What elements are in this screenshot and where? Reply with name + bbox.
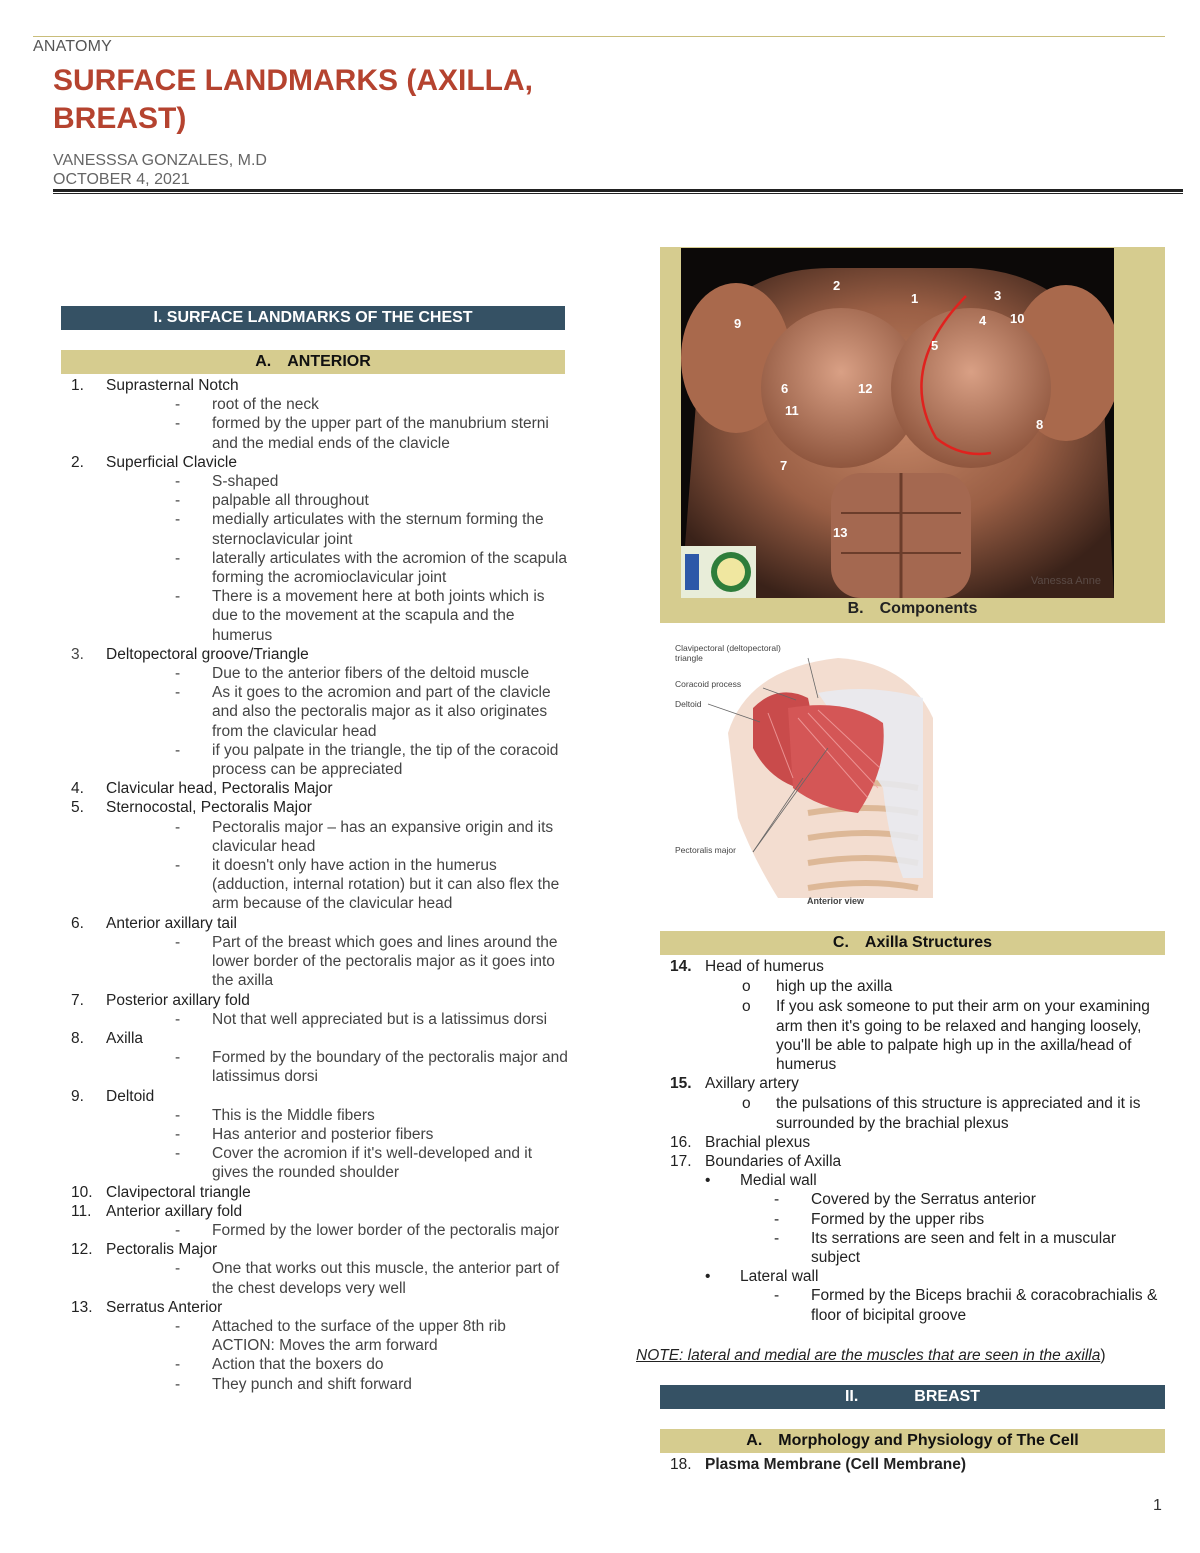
- landmark-detail: [61, 1375, 571, 1394]
- photo-marker-7: 7: [780, 458, 788, 473]
- diagram-caption: Anterior view: [807, 896, 865, 906]
- landmark-detail: [61, 414, 571, 452]
- landmark-detail: [61, 664, 571, 683]
- detail-text: Pectoralis major – has an expansive origin and its clavicular head: [212, 818, 554, 855]
- axilla-detail: [660, 977, 1165, 996]
- department-label: ANATOMY: [33, 38, 113, 55]
- detail-text: high up the axilla: [776, 978, 893, 996]
- item-label: Head of humerus: [705, 958, 824, 975]
- components-title: Components: [879, 600, 978, 617]
- landmark-detail: [61, 510, 571, 548]
- detail-text: Cover the acromion if it's well-developed and it gives the rounded shoulder: [212, 1145, 533, 1182]
- item-number: 13.: [71, 1298, 93, 1316]
- landmark-item: [61, 991, 571, 1010]
- photo-marker-10: 10: [1010, 311, 1025, 326]
- item-number: 7.: [71, 991, 84, 1009]
- item-number: 4.: [71, 780, 84, 798]
- detail-text: Formed by the lower border of the pectoralis major: [212, 1221, 560, 1239]
- photo-watermark: Vanessa Anne: [1030, 575, 1101, 587]
- axilla-structure-list: [660, 957, 1165, 1325]
- item-label: Superficial Clavicle: [106, 453, 237, 471]
- detail-text: Due to the anterior fibers of the deltoid muscle: [212, 665, 530, 683]
- item-number: 3.: [71, 645, 84, 663]
- detail-text: There is a movement here at both joints which is due to the movement at the scapula and the humerus: [212, 588, 545, 644]
- landmark-detail: [61, 856, 571, 914]
- note-block: [636, 1346, 1106, 1365]
- chest-photo-illustration: [681, 248, 1114, 598]
- landmark-detail: [61, 1010, 571, 1029]
- item-number: 10.: [71, 1183, 93, 1201]
- dash-bullet: -: [175, 1356, 181, 1374]
- header-rule: [53, 189, 1183, 192]
- dash-bullet: -: [774, 1229, 780, 1247]
- components-heading: [660, 600, 1165, 618]
- item-label: Suprasternal Notch: [106, 377, 239, 394]
- detail-text: Its serrations are seen and felt in a muscular subject: [811, 1229, 1116, 1267]
- detail-text: One that works out this muscle, the anterior part of the chest develops very well: [212, 1260, 560, 1297]
- breast-numeral: II.: [844, 1388, 859, 1405]
- dash-bullet: -: [774, 1210, 780, 1228]
- dash-bullet: -: [175, 1145, 181, 1163]
- photo-marker-3: 3: [994, 288, 1002, 303]
- anterior-landmark-list: [61, 376, 571, 1394]
- circle-bullet: o: [742, 1095, 751, 1113]
- wall-item: [660, 1267, 1165, 1286]
- dash-bullet: -: [175, 857, 181, 875]
- page-number: 1: [1153, 1497, 1162, 1514]
- detail-text: Action that the boxers do: [212, 1356, 384, 1374]
- detail-text: Formed by the upper ribs: [811, 1210, 985, 1228]
- item-label: Boundaries of Axilla: [705, 1153, 842, 1171]
- landmark-item: [61, 1029, 571, 1048]
- axilla-detail: [660, 997, 1165, 1074]
- landmark-detail: [61, 549, 571, 587]
- dash-bullet: -: [175, 1049, 181, 1067]
- landmark-detail: [61, 1355, 571, 1374]
- bullet-icon: •: [705, 1172, 711, 1190]
- subsection-letter: A.: [255, 353, 272, 370]
- dash-bullet: -: [175, 588, 181, 606]
- landmark-detail: [61, 491, 571, 510]
- detail-text: Attached to the surface of the upper 8th rib ACTION: Moves the arm forward: [212, 1317, 506, 1355]
- detail-text: formed by the upper part of the manubrium sterni and the medial ends of the clavicle: [212, 415, 549, 452]
- item-label: Anterior axillary fold: [106, 1202, 243, 1220]
- item-number: 11.: [71, 1202, 92, 1220]
- photo-marker-1: 1: [911, 291, 919, 306]
- item-number: 15.: [670, 1075, 692, 1093]
- landmark-item: [61, 1298, 571, 1317]
- item-label: Posterior axillary fold: [106, 991, 250, 1009]
- header-rule-top: [33, 36, 1165, 37]
- breast-list: [660, 1455, 1165, 1474]
- section-heading-surface-landmarks: I. SURFACE LANDMARKS OF THE CHEST: [61, 306, 565, 330]
- wall-label: Medial wall: [740, 1172, 817, 1190]
- landmark-detail: [61, 1106, 571, 1125]
- wall-label: Lateral wall: [740, 1268, 819, 1286]
- landmark-detail: [61, 472, 571, 491]
- landmark-detail: [61, 1221, 571, 1240]
- author-block: [53, 151, 267, 189]
- detail-text: if you palpate in the triangle, the tip of the coracoid process can be appreciated: [212, 741, 559, 779]
- detail-text: They punch and shift forward: [212, 1375, 412, 1393]
- dash-bullet: -: [175, 933, 181, 951]
- detail-text: root of the neck: [212, 396, 319, 414]
- item-label: Anterior axillary tail: [106, 914, 237, 932]
- axilla-item: [660, 1152, 1165, 1171]
- axilla-title: Axilla Structures: [864, 934, 993, 951]
- item-number: 14.: [670, 958, 692, 975]
- subsection-heading-axilla: [660, 931, 1165, 955]
- dash-bullet: -: [175, 1010, 181, 1028]
- landmark-detail: [61, 933, 571, 991]
- item-label: Deltoid: [106, 1087, 155, 1105]
- axilla-item: [660, 1133, 1165, 1152]
- landmark-detail: [61, 741, 571, 779]
- landmark-detail: [61, 1125, 571, 1144]
- detail-text: Formed by the boundary of the pectoralis major and latissimus dorsi: [212, 1049, 568, 1086]
- circle-bullet: o: [742, 998, 751, 1016]
- wall-item: [660, 1171, 1165, 1190]
- chest-surface-photo: [681, 248, 1114, 598]
- detail-text: the pulsations of this structure is appreciated and it is surrounded by the brachial plexus: [776, 1095, 1141, 1132]
- detail-text: laterally articulates with the acromion of the scapula forming the acromioclavicular joint: [212, 549, 567, 587]
- landmark-item: [61, 453, 571, 472]
- breast-title: BREAST: [914, 1388, 981, 1405]
- wall-detail: [660, 1210, 1165, 1229]
- detail-text: This is the Middle fibers: [212, 1106, 375, 1124]
- subsection-heading-anterior: [61, 350, 565, 374]
- item-label: Plasma Membrane (Cell Membrane): [705, 1456, 967, 1473]
- photo-marker-12: 12: [858, 381, 873, 396]
- wall-detail: [660, 1286, 1165, 1324]
- item-number: 17.: [670, 1153, 692, 1171]
- diagram-label-coracoid: Coracoid process: [675, 679, 742, 689]
- diagram-label-deltoid: Deltoid: [675, 699, 702, 709]
- item-number: 1.: [71, 377, 84, 394]
- deltopectoral-diagram: [668, 638, 948, 913]
- dash-bullet: -: [175, 818, 181, 836]
- landmark-item: [61, 914, 571, 933]
- morphology-letter: A.: [746, 1432, 763, 1449]
- axilla-note-end: ): [1100, 1347, 1106, 1364]
- photo-marker-5: 5: [931, 338, 939, 353]
- landmark-detail: [61, 1317, 571, 1355]
- item-label: Clavipectoral triangle: [106, 1183, 251, 1201]
- detail-text: As it goes to the acromion and part of the clavicle and also the pectoralis major as it also originates from the clavicular head: [212, 684, 551, 740]
- item-label: Clavicular head, Pectoralis Major: [106, 780, 333, 798]
- item-label: Sternocostal, Pectoralis Major: [106, 799, 312, 817]
- detail-text: Covered by the Serratus anterior: [811, 1191, 1036, 1209]
- landmark-item: [61, 1240, 571, 1259]
- photo-marker-4: 4: [979, 313, 987, 328]
- dash-bullet: -: [774, 1191, 780, 1209]
- landmark-detail: [61, 818, 571, 856]
- dash-bullet: -: [175, 665, 181, 683]
- landmark-detail: [61, 1144, 571, 1182]
- item-number: 12.: [71, 1241, 93, 1259]
- subsection-title: ANTERIOR: [287, 353, 371, 370]
- item-number: 6.: [71, 914, 84, 932]
- item-number: 8.: [71, 1029, 84, 1047]
- diagram-label-clavipectoral: Clavipectoral (deltopectoral) triangle: [675, 643, 781, 663]
- item-label: Axillary artery: [705, 1075, 799, 1093]
- landmark-detail: [61, 1259, 571, 1297]
- header-rule-thin: [53, 193, 1183, 194]
- item-label: Pectoralis Major: [106, 1241, 218, 1259]
- detail-text: Has anterior and posterior fibers: [212, 1125, 434, 1143]
- detail-text: palpable all throughout: [212, 492, 369, 510]
- axilla-item: [660, 957, 1165, 976]
- dash-bullet: -: [175, 1317, 181, 1335]
- detail-text: If you ask someone to put their arm on your examining arm then it's going to be relaxed and hanging loosely, you'll be able to palpate high up in the axilla/head of humerus: [776, 998, 1150, 1074]
- photo-marker-8: 8: [1036, 417, 1044, 432]
- author-name: VANESSSA GONZALES, M.D: [53, 152, 267, 169]
- morphology-title: Morphology and Physiology of The Cell: [778, 1432, 1079, 1449]
- item-number: 5.: [71, 799, 84, 817]
- dash-bullet: -: [175, 492, 181, 510]
- dash-bullet: -: [175, 1125, 181, 1143]
- photo-marker-6: 6: [781, 381, 789, 396]
- axilla-note: NOTE: lateral and medial are the muscles that are seen in the axilla: [636, 1347, 1101, 1364]
- item-label: Deltopectoral groove/Triangle: [106, 645, 309, 663]
- landmark-item: [61, 376, 571, 395]
- dash-bullet: -: [175, 684, 181, 702]
- dash-bullet: -: [175, 1375, 181, 1393]
- item-label: Serratus Anterior: [106, 1298, 223, 1316]
- dash-bullet: -: [175, 415, 181, 433]
- axilla-item: [660, 1074, 1165, 1093]
- bullet-icon: •: [705, 1268, 711, 1286]
- photo-marker-2: 2: [833, 278, 841, 293]
- detail-text: it doesn't only have action in the humerus (adduction, internal rotation) but it can also flex the arm because of the clavicular head: [212, 857, 560, 913]
- detail-text: medially articulates with the sternum forming the sternoclavicular joint: [212, 511, 544, 548]
- circle-bullet: o: [742, 978, 751, 996]
- item-number: 16.: [670, 1133, 692, 1151]
- landmark-detail: [61, 587, 571, 645]
- detail-text: Part of the breast which goes and lines around the lower border of the pectoralis major as it goes into the axilla: [212, 933, 558, 990]
- landmark-item: [61, 1183, 571, 1202]
- item-label: Brachial plexus: [705, 1133, 811, 1151]
- landmark-detail: [61, 395, 571, 414]
- landmark-item: [61, 1087, 571, 1106]
- item-number: 9.: [71, 1087, 84, 1105]
- photo-marker-13: 13: [833, 525, 848, 540]
- detail-text: S-shaped: [212, 473, 279, 491]
- item-number: 18.: [670, 1456, 692, 1473]
- section-heading-breast: [660, 1385, 1165, 1409]
- dash-bullet: -: [175, 473, 181, 491]
- detail-text: Not that well appreciated but is a latissimus dorsi: [212, 1010, 548, 1028]
- dash-bullet: -: [175, 1260, 181, 1278]
- dash-bullet: -: [175, 1106, 181, 1124]
- dash-bullet: -: [175, 1221, 181, 1239]
- wall-detail: [660, 1229, 1165, 1267]
- landmark-detail: [61, 683, 571, 741]
- landmark-item: [61, 798, 571, 817]
- item-number: 2.: [71, 453, 84, 471]
- detail-text: Formed by the Biceps brachii & coracobrachialis & floor of bicipital groove: [811, 1287, 1158, 1324]
- photo-marker-11: 11: [785, 403, 799, 418]
- axilla-letter: C.: [832, 934, 849, 951]
- dash-bullet: -: [774, 1287, 780, 1305]
- components-letter: B.: [847, 600, 864, 617]
- deltopectoral-diagram-svg: [668, 638, 948, 913]
- diagram-label-pectoralis: Pectoralis major: [675, 845, 736, 855]
- wall-detail: [660, 1190, 1165, 1209]
- lecture-date: OCTOBER 4, 2021: [53, 171, 190, 188]
- dash-bullet: -: [175, 396, 181, 414]
- dash-bullet: -: [175, 741, 181, 759]
- axilla-detail: [660, 1094, 1165, 1132]
- item-label: Axilla: [106, 1029, 144, 1047]
- landmark-item: [61, 1202, 571, 1221]
- list-item: [660, 1455, 1165, 1474]
- subsection-heading-morphology: [660, 1429, 1165, 1453]
- dash-bullet: -: [175, 511, 181, 529]
- landmark-detail: [61, 1048, 571, 1086]
- photo-marker-9: 9: [734, 316, 742, 331]
- landmark-item: [61, 779, 571, 798]
- landmark-item: [61, 645, 571, 664]
- dash-bullet: -: [175, 549, 181, 567]
- document-title: SURFACE LANDMARKS (AXILLA, BREAST): [53, 64, 533, 135]
